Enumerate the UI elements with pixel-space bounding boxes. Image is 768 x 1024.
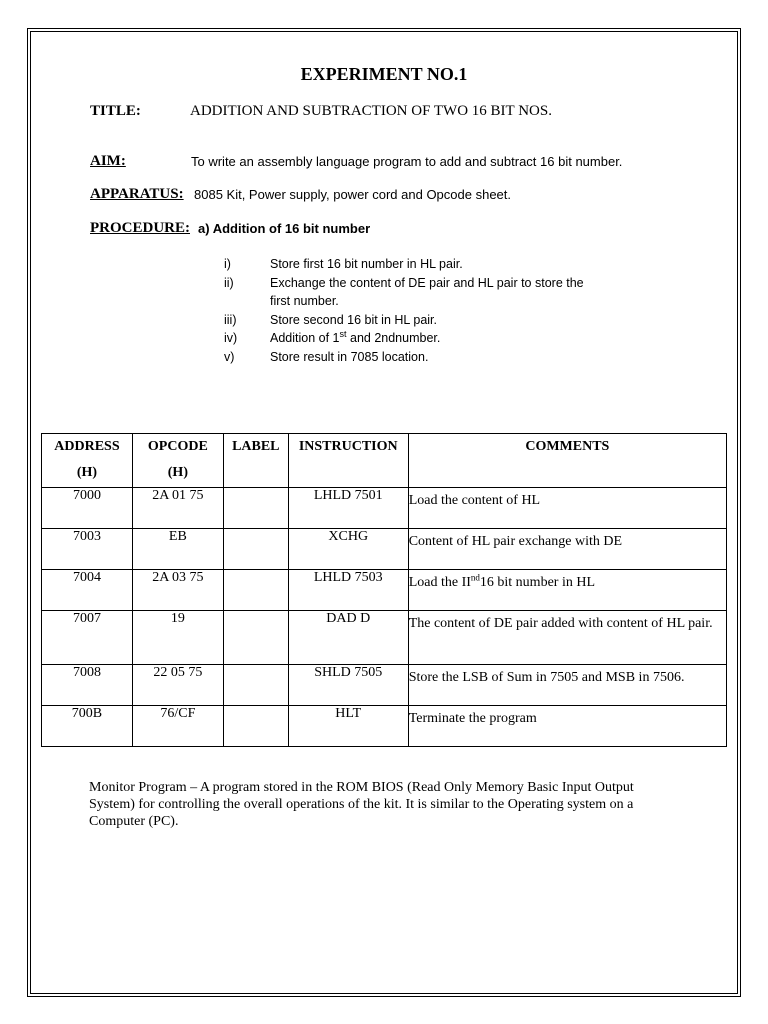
header-opcode: OPCODE (H): [132, 434, 223, 488]
table-row: [42, 488, 727, 529]
cell-label: [223, 665, 288, 706]
cell-label: [223, 529, 288, 570]
step-text: Store result in 7085 location.: [270, 349, 429, 364]
cell-instruction: LHLD 7501: [288, 488, 408, 529]
title-label: TITLE:: [90, 103, 141, 119]
cell-comment: The content of DE pair added with content of HL pair.: [408, 611, 726, 665]
step-text: Exchange the content of DE pair and HL pair to store the first number.: [270, 275, 584, 308]
table-row: [42, 706, 727, 747]
procedure-step: [224, 274, 684, 311]
cell-opcode: 76/CF: [132, 706, 223, 747]
page-title: EXPERIMENT NO.1: [300, 64, 468, 84]
cell-opcode: 22 05 75: [132, 665, 223, 706]
step-text: Store second 16 bit in HL pair.: [270, 312, 437, 327]
procedure-heading: a) Addition of 16 bit number: [198, 221, 371, 236]
cell-comment: Terminate the program: [408, 706, 726, 747]
step-number: ii): [224, 275, 234, 290]
cell-address: 700B: [42, 706, 133, 747]
aim-label: AIM:: [90, 153, 126, 169]
table-row: [42, 665, 727, 706]
cell-address: 7004: [42, 570, 133, 611]
cell-opcode: 2A 01 75: [132, 488, 223, 529]
apparatus-label: APPARATUS:: [90, 186, 184, 202]
cell-opcode: 2A 03 75: [132, 570, 223, 611]
cell-instruction: DAD D: [288, 611, 408, 665]
cell-instruction: LHLD 7503: [288, 570, 408, 611]
cell-label: [223, 706, 288, 747]
procedure-step: [224, 329, 684, 348]
step-number: iii): [224, 312, 237, 327]
header-instruction: INSTRUCTION: [288, 434, 408, 488]
step-number: i): [224, 257, 231, 271]
cell-comment: Load the content of HL: [408, 488, 726, 529]
table-row: [42, 570, 727, 611]
step-text: [270, 329, 684, 348]
step-text: Store first 16 bit number in HL pair.: [270, 257, 463, 271]
cell-address: 7008: [42, 665, 133, 706]
cell-label: [223, 611, 288, 665]
cell-opcode: 19: [132, 611, 223, 665]
cell-instruction: SHLD 7505: [288, 665, 408, 706]
step-number: v): [224, 349, 235, 364]
cell-label: [223, 488, 288, 529]
aim-value: To write an assembly language program to add and subtract 16 bit number.: [191, 154, 623, 169]
cell-address: 7007: [42, 611, 133, 665]
monitor-program-note: Monitor Program – A program stored in the ROM BIOS (Read Only Memory Basic Input Output System) for controlling the overall operations of the kit. It is similar to the Operating system on a Computer (PC).: [89, 780, 634, 829]
title-value: ADDITION AND SUBTRACTION OF TWO 16 BIT NOS.: [190, 103, 552, 119]
cell-comment: Load the IInd16 bit number in HL: [408, 570, 726, 611]
procedure-step: [224, 311, 684, 330]
apparatus-value: 8085 Kit, Power supply, power cord and Opcode sheet.: [194, 187, 512, 202]
cell-address: 7000: [42, 488, 133, 529]
cell-comment: Store the LSB of Sum in 7505 and MSB in 7506.: [408, 665, 726, 706]
cell-label: [223, 570, 288, 611]
header-address: ADDRESS (H): [42, 434, 133, 488]
step-text-sup: st: [339, 328, 347, 339]
table-header-row: [42, 434, 727, 488]
step-number: iv): [224, 331, 238, 345]
step-text-post: and 2ndnumber.: [346, 331, 441, 345]
cell-address: 7003: [42, 529, 133, 570]
table-row: [42, 529, 727, 570]
procedure-step: [224, 255, 684, 274]
header-label: LABEL: [223, 434, 288, 488]
procedure-steps: [224, 255, 684, 366]
step-text-pre: Addition of 1: [270, 331, 340, 345]
cell-opcode: EB: [132, 529, 223, 570]
header-comments: COMMENTS: [408, 434, 726, 488]
table-row: [42, 611, 727, 665]
procedure-step: [224, 348, 684, 367]
cell-instruction: XCHG: [288, 529, 408, 570]
program-table: [41, 433, 727, 747]
cell-comment: Content of HL pair exchange with DE: [408, 529, 726, 570]
cell-instruction: HLT: [288, 706, 408, 747]
procedure-label: PROCEDURE:: [90, 220, 190, 236]
